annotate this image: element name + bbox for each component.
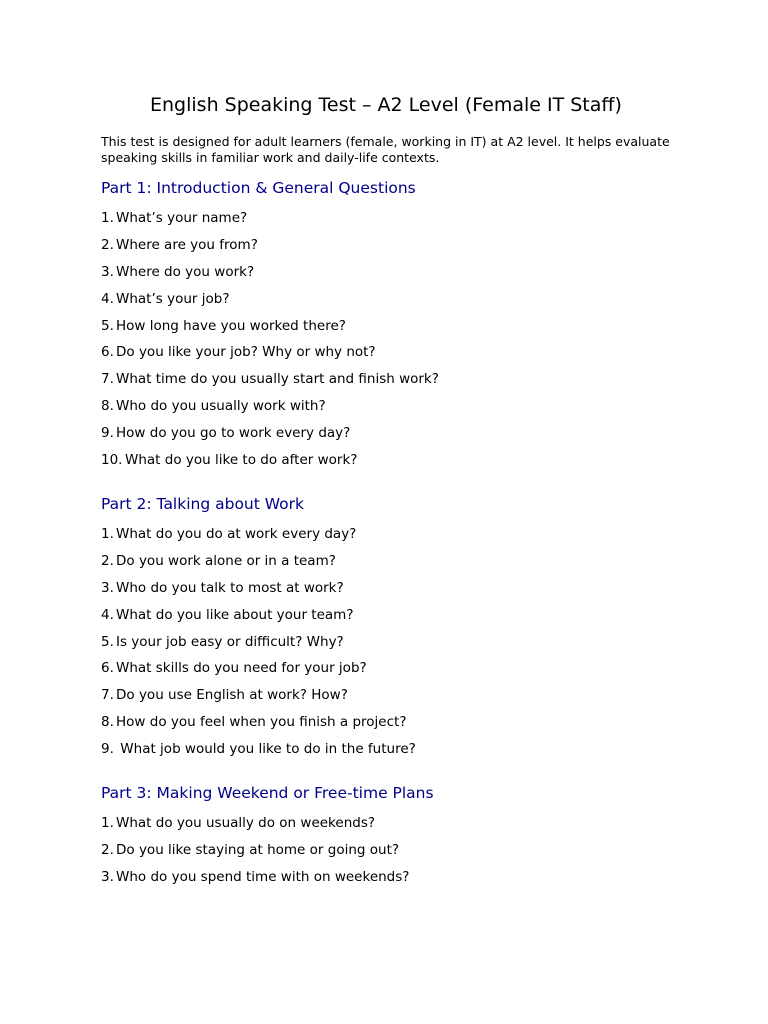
list-item: [101, 423, 439, 450]
question-number: 8.: [101, 714, 114, 731]
question-number: 3.: [101, 263, 114, 280]
question-number: 5.: [101, 317, 114, 334]
question-text: Who do you usually work with?: [116, 398, 326, 415]
question-list-part-2: [101, 524, 416, 766]
question-text: What job would you like to do in the future?: [116, 741, 416, 758]
list-item: [101, 632, 416, 659]
list-item: [101, 551, 416, 578]
list-item: [101, 739, 416, 766]
list-item: [101, 396, 439, 423]
list-item: [101, 208, 439, 235]
question-text: How do you go to work every day?: [116, 425, 351, 442]
question-number: 7.: [101, 687, 114, 704]
question-text: Do you use English at work? How?: [116, 687, 348, 704]
question-number: 8.: [101, 398, 114, 415]
question-number: 3.: [101, 579, 114, 596]
question-number: 6.: [101, 344, 114, 361]
question-text: What’s your job?: [116, 290, 230, 307]
section-heading-part-3: Part 3: Making Weekend or Free-time Plans: [101, 784, 434, 802]
document-title: English Speaking Test – A2 Level (Female IT Staff): [150, 94, 622, 116]
question-number: 1.: [101, 815, 114, 831]
list-item: [101, 658, 416, 685]
question-text: Where do you work?: [116, 263, 255, 280]
question-text: What time do you usually start and finish work?: [116, 371, 439, 388]
list-item: [101, 289, 439, 316]
question-text: Do you like staying at home or going out?: [116, 841, 400, 858]
question-number: 5.: [101, 633, 114, 650]
list-item: [101, 369, 439, 396]
question-text: What do you do at work every day?: [116, 526, 357, 542]
question-number: 3.: [101, 868, 114, 885]
list-item: [101, 578, 416, 605]
question-text: What do you usually do on weekends?: [116, 815, 376, 831]
list-item: [101, 262, 439, 289]
question-number: 2.: [101, 841, 114, 858]
list-item: [101, 712, 416, 739]
question-number: 10.: [101, 452, 123, 469]
question-number: 2.: [101, 552, 114, 569]
question-number: 7.: [101, 371, 114, 388]
question-number: 1.: [101, 210, 114, 226]
question-text: What’s your name?: [116, 210, 248, 226]
question-text: Do you work alone or in a team?: [116, 552, 336, 569]
list-item: [101, 235, 439, 262]
question-number: 1.: [101, 526, 114, 542]
list-item: [101, 342, 439, 369]
question-text: What do you like about your team?: [116, 606, 354, 623]
list-item: [101, 813, 409, 840]
list-item: [101, 867, 409, 894]
section-heading-part-1: Part 1: Introduction & General Questions: [101, 179, 416, 197]
question-text: How long have you worked there?: [116, 317, 346, 334]
question-text: Do you like your job? Why or why not?: [116, 344, 376, 361]
question-text: Who do you talk to most at work?: [116, 579, 344, 596]
list-item: [101, 685, 416, 712]
question-number: 4.: [101, 606, 114, 623]
intro-paragraph: This test is designed for adult learners (female, working in IT) at A2 level. It helps evaluate speaking skills in familiar work and daily-life contexts.: [101, 134, 670, 165]
question-number: 9.: [101, 425, 114, 442]
question-text: Is your job easy or difficult? Why?: [116, 633, 344, 650]
question-text: Who do you spend time with on weekends?: [116, 868, 410, 885]
question-number: 2.: [101, 236, 114, 253]
list-item: [101, 605, 416, 632]
question-text: What skills do you need for your job?: [116, 660, 367, 677]
question-list-part-1: [101, 208, 439, 477]
section-heading-part-2: Part 2: Talking about Work: [101, 495, 305, 513]
list-item: [101, 524, 416, 551]
list-item: [101, 840, 409, 867]
question-text: How do you feel when you finish a project?: [116, 714, 407, 731]
question-text: Where are you from?: [116, 236, 258, 253]
question-number: 6.: [101, 660, 114, 677]
list-item: [101, 450, 439, 477]
question-list-part-3: [101, 813, 409, 894]
list-item: [101, 316, 439, 343]
question-text: What do you like to do after work?: [125, 452, 358, 469]
question-number: 9.: [101, 741, 114, 758]
question-number: 4.: [101, 290, 114, 307]
